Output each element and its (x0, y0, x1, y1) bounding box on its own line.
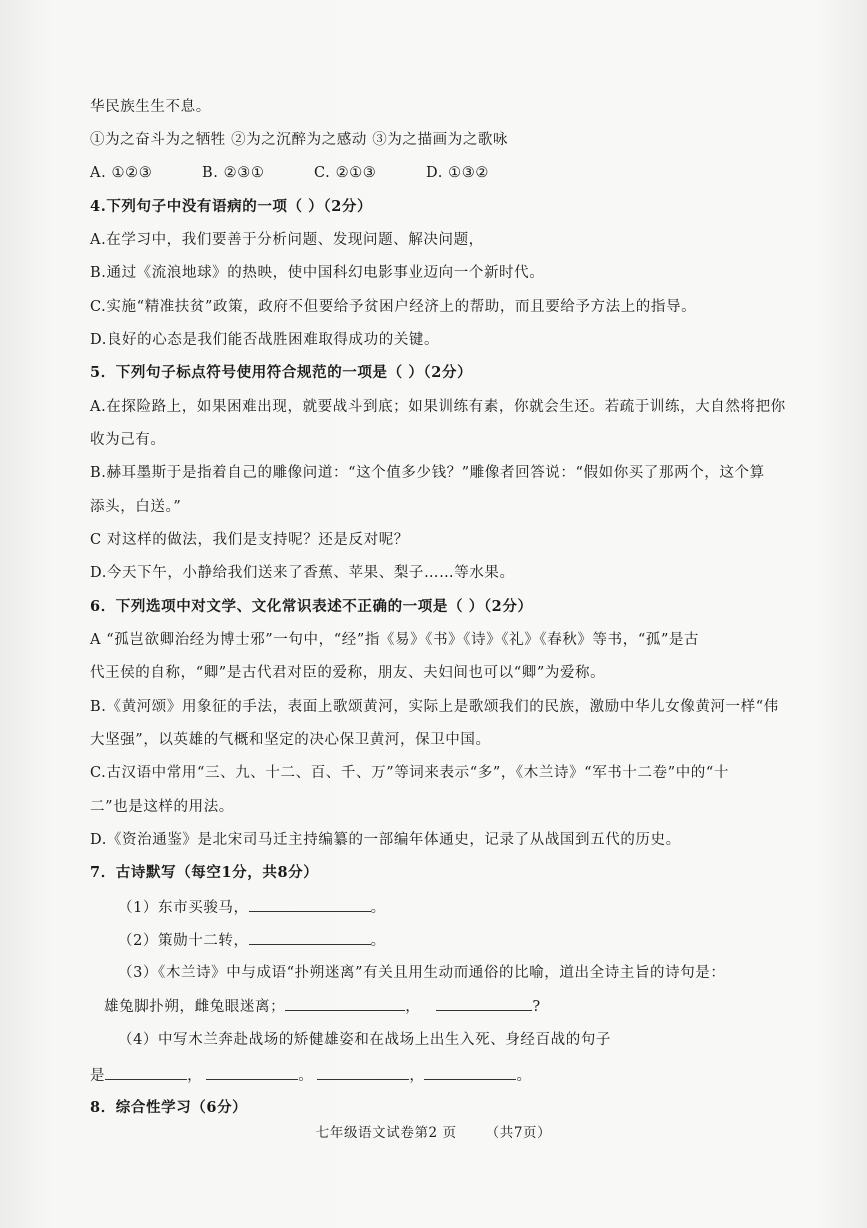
option-choice: C. ②①③ (314, 165, 377, 181)
option-choice: B. ②③① (202, 165, 265, 181)
page-footer (0, 1121, 867, 1141)
fill-q3-text: （3）《木兰诗》中与成语“扑朔迷离”有关且用生动而通俗的比喻，道出全诗主旨的诗句是： (118, 965, 726, 981)
text-line: 二”也是这样的用法。 (90, 799, 234, 815)
text-line: 添头，白送。” (90, 499, 182, 515)
answer-blank[interactable] (249, 897, 371, 912)
fill-q1-text: （1）东市买骏马， (118, 900, 249, 916)
fill-q4b-sep: ， (187, 1068, 203, 1084)
text-line: C 对这样的做法，我们是支持呢？还是反对呢？ (90, 532, 409, 548)
text-line: 收为己有。 (90, 432, 166, 448)
footer-total-pages: （共7页） (485, 1125, 552, 1141)
question-title: 5．下列句子标点符号使用符合规范的一项是（ ）（2分） (90, 364, 473, 381)
fill-q1 (118, 897, 777, 918)
text-line: B.《黄河颂》用象征的手法，表面上歌颂黄河，实际上是歌颂我们的民族，激励中华儿女像黄河一样“伟 (90, 699, 779, 715)
fill-q4b (90, 1065, 777, 1086)
text-line: A “孤岂欲卿治经为博士邪”一句中，“经”指《易》《书》《诗》《礼》《春秋》等书，“孤”是古 (90, 632, 700, 648)
fill-q2 (118, 930, 777, 951)
question-8-title: 8．综合性学习（6分） (90, 1099, 248, 1116)
fill-q3b-end: ? (532, 999, 541, 1015)
answer-blank[interactable] (105, 1065, 187, 1080)
text-line: D.《资治通鉴》是北宋司马迁主持编纂的一部编年体通史，记录了从战国到五代的历史。 (90, 832, 681, 848)
answer-blank[interactable] (249, 930, 371, 945)
fill-q4-text: （4）中写木兰奔赴战场的矫健雄姿和在战场上出生入死、身经百战的句子 (118, 1032, 612, 1048)
text-line: 大坚强”，以英雄的气概和坚定的决心保卫黄河，保卫中国。 (90, 732, 491, 748)
footer-page-number: 七年级语文试卷第2 页 (315, 1125, 457, 1141)
answer-blank[interactable] (424, 1065, 516, 1080)
question-title: 4.下列句子中没有语病的一项（ ）（2分） (90, 198, 373, 215)
question-title: 6．下列选项中对文学、文化常识表述不正确的一项是（ ）（2分） (90, 598, 533, 615)
fill-q4b-sep: ， (409, 1068, 425, 1084)
text-line: B.通过《流浪地球》的热映，使中国科幻电影事业迈向一个新时代。 (90, 265, 545, 281)
fill-q2-end: 。 (370, 933, 386, 949)
option-row (90, 163, 777, 183)
text-line: C.实施“精准扶贫”政策，政府不但要给予贫困户经济上的帮助，而且要给予方法上的指导。 (90, 299, 697, 315)
fill-q3b-text: 雄兔脚扑朔，雌兔眼迷离； (104, 999, 286, 1015)
text-line: C.古汉语中常用“三、九、十二、百、千、万”等词来表示“多”，《木兰诗》“军书十二卷”中的“十 (90, 765, 730, 781)
question-title: 7．古诗默写（每空1分，共8分） (90, 864, 319, 881)
fill-q3b (104, 996, 777, 1017)
fill-q4 (118, 1030, 777, 1050)
answer-blank[interactable] (285, 996, 405, 1011)
text-line: 代王侯的自称，“卿”是古代君对臣的爱称，朋友、夫妇间也可以“卿”为爱称。 (90, 665, 606, 681)
text-line: 华民族生生不息。 (90, 99, 211, 115)
text-line: B.赫耳墨斯于是指着自己的雕像问道：“这个值多少钱？”雕像者回答说：“假如你买了那两个，这个算 (90, 465, 765, 481)
answer-blank[interactable] (436, 996, 532, 1011)
answer-blank[interactable] (206, 1065, 298, 1080)
fill-q1-end: 。 (370, 900, 386, 916)
fill-q4b-text: 是 (90, 1068, 106, 1084)
text-line: A.在探险路上，如果困难出现，就要战斗到底；如果训练有素，你就会生还。若疏于训练，大自然将把你 (90, 399, 786, 415)
text-line: ①为之奋斗为之牺牲 ②为之沉醉为之感动 ③为之描画为之歌咏 (90, 132, 509, 148)
fill-q4b-end: 。 (516, 1068, 532, 1084)
text-line: A.在学习中，我们要善于分析问题、发现问题、解决问题， (90, 232, 484, 248)
fill-q3b-comma: ， (405, 999, 421, 1015)
fill-q2-text: （2）策勋十二转， (118, 933, 249, 949)
fill-q4b-sep: 。 (298, 1068, 314, 1084)
option-choice: D. ①③② (426, 165, 489, 181)
text-line: D.今天下午，小静给我们送来了香蕉、苹果、梨子……等水果。 (90, 565, 515, 581)
text-line: D.良好的心态是我们能否战胜困难取得成功的关键。 (90, 332, 440, 348)
option-choice: A. ①②③ (90, 165, 153, 181)
fill-q3 (118, 963, 777, 983)
answer-blank[interactable] (317, 1065, 409, 1080)
